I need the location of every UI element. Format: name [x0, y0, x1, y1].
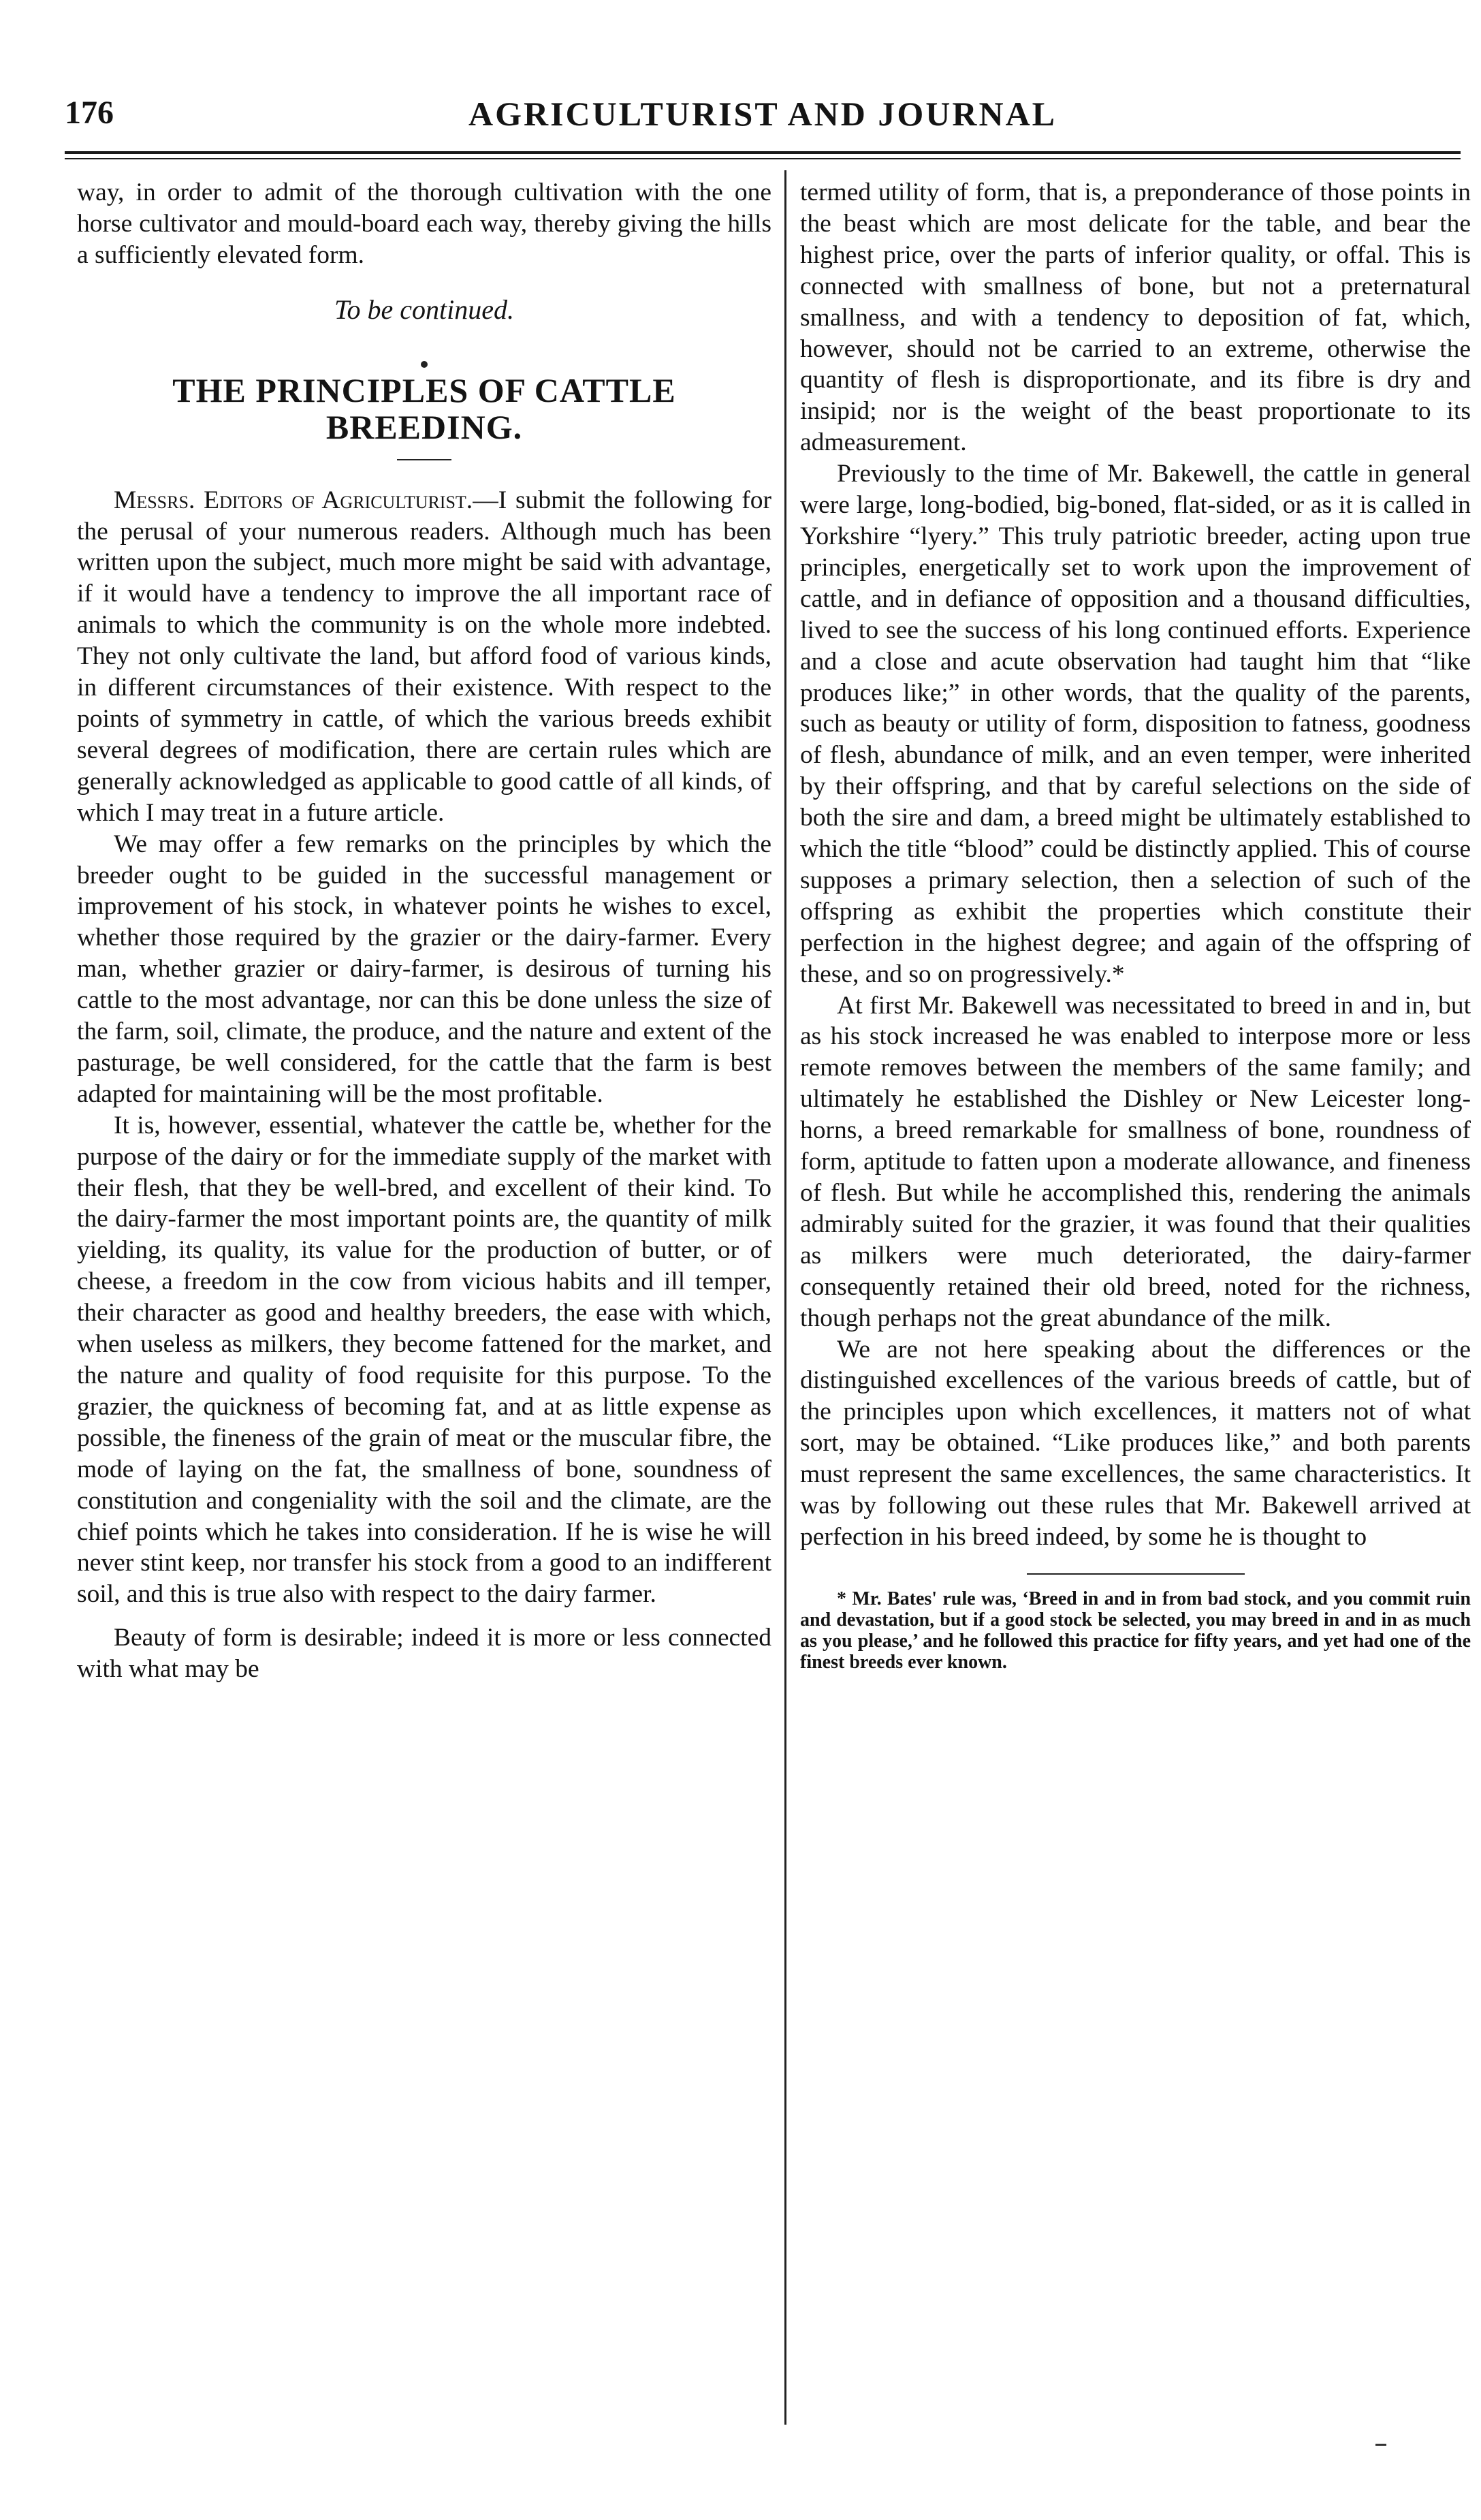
- continuation-paragraph: way, in order to admit of the thorough cultivation with the one horse cultivator and mould-board each way, thereby giving the hills a sufficiently elevated form.: [77, 178, 771, 269]
- paragraph-text: —I submit the following for the perusal of your numerous readers. Although much has been written upon the subject, much more might be said with advantage, if it would have a tendency to improve the all important race of animals to which the community is on the whole more indebted. They not only cultivate the land, but afford food of various kinds, in different circumstances of their existence. With respect to the points of symmetry in cattle, of which the various breeds exhibit several degrees of modification, there are certain rules which are generally acknowledged as applicable to good cattle of all kinds, of which I may treat in a future article.: [77, 486, 771, 827]
- right-column: [800, 177, 1471, 1673]
- running-title: AGRICULTURIST AND JOURNAL: [468, 95, 1057, 133]
- article-title: [77, 372, 771, 445]
- spacer: [77, 1610, 771, 1622]
- to-be-continued: To be continued.: [334, 294, 515, 325]
- title-rule: [397, 459, 451, 460]
- column-divider: [784, 170, 786, 2425]
- page-end-mark: [1375, 2444, 1386, 2446]
- page-number: 176: [65, 95, 114, 131]
- salutation: Messrs. Editors of Agriculturist.: [114, 486, 473, 514]
- article-title-line2: BREEDING.: [325, 407, 523, 446]
- header-rule: [65, 151, 1461, 154]
- paragraph: Previously to the time of Mr. Bakewell, the cattle in general were large, long-bodied, big-boned, flat-sided, or as it is called in Yorkshire “lyery.” This truly patriotic breeder, acting upon true principles, energetically set to work upon the improvement of cattle, and in defiance of opposition and a thousand difficulties, lived to see the success of his long continued efforts. Experience and a close and acute observation had taught him that “like produces like;” in other words, that the quality of the parents, such as beauty or utility of form, disposition to fatness, goodness of flesh, abundance of milk, and an even temper, were inherited by their offspring, and that by careful selections on the side of both the sire and dam, a breed might be ultimately established to which the title “blood” could be distinctly applied. This of course supposes a primary selection, then a selection of such of the offspring as exhibit the properties which constitute their perfection in the highest degree; and again of the offspring of these, and so on progressively.*: [800, 460, 1471, 988]
- paragraph: We are not here speaking about the differences or the distinguished excellences of the various breeds of cattle, but of the principles upon which excellences, it matters not of what sort, may be obtained. “Like produces like,” and both parents must represent the same excellences, the same characteristics. It was by following out these rules that Mr. Bakewell arrived at perfection in his breed indeed, by some he is thought to: [800, 1335, 1471, 1551]
- page-header: [65, 87, 1461, 142]
- article-title-line1: THE PRINCIPLES OF CATTLE: [172, 371, 676, 409]
- footnote: * Mr. Bates' rule was, ‘Breed in and in from bad stock, and you commit ruin and devastation, but if a good stock be selected, you may breed in and in as much as you please,’ and he followed this practice for fifty years, and yet had one of the finest breeds ever known.: [800, 1588, 1471, 1673]
- footnote-rule: [1027, 1573, 1245, 1575]
- left-column: [77, 177, 771, 1685]
- paragraph: termed utility of form, that is, a preponderance of those points in the beast which are most delicate for the table, and bear the highest price, over the parts of inferior quality, or offal. This is connected with smallness of bone, but not a preternatural smallness, and with a tendency to deposition of fat, which, however, should not be carried to an extreme, otherwise the quantity of flesh is disproportionate, and its fibre is dry and insipid; nor is the weight of the beast proportionate to its admeasurement.: [800, 178, 1471, 457]
- paragraph: It is, however, essential, whatever the cattle be, whether for the purpose of the dairy or for the immediate supply of the market with their flesh, that they be well-bred, and excellent of their kind. To the dairy-farmer the most important points are, the quantity of milk yielding, its quality, its value for the production of butter, or of cheese, a freedom in the cow from vicious habits and ill temper, their character as good and healthy breeders, the ease with which, when useless as milkers, they become fattened for the market, and the nature and quality of food requisite for this purpose. To the grazier, the quickness of becoming fat, and at as little expense as possible, the fineness of the grain of meat or the muscular fibre, the mode of laying on the fat, the smallness of bone, soundness of constitution and congeniality with the soil and the climate, are the chief points which he takes into consideration. If he is wise he will never stint keep, nor transfer his stock from a good to an indifferent soil, and this is true also with respect to the dairy farmer.: [77, 1111, 771, 1609]
- divider-dot: [421, 361, 428, 368]
- paragraph: We may offer a few remarks on the principles by which the breeder ought to be guided in the successful management or improvement of his stock, in whatever points he wishes to excel, whether those required by the grazier or the dairy-farmer. Every man, whether grazier or dairy-farmer, is desirous of turning his cattle to the most advantage, nor can this be done unless the size of the farm, soil, climate, the produce, and the nature and extent of the pasturage, be well considered, for the cattle that the farm is best adapted for maintaining will be the most profitable.: [77, 830, 771, 1108]
- paragraph: Beauty of form is desirable; indeed it is more or less connected with what may be: [77, 1624, 771, 1684]
- header-rule-thin: [65, 158, 1461, 159]
- section-divider: [77, 345, 771, 353]
- paragraph: [77, 485, 771, 829]
- paragraph: At first Mr. Bakewell was necessitated to breed in and in, but as his stock increased he was enabled to interpose more or less remote removes between the members of the same family; and ultimately he established the Dishley or New Leicester long-horns, a breed remarkable for smallness of bone, roundness of form, aptitude to fatten upon a moderate allowance, and fineness of flesh. But while he accomplished this, rendering the animals admirably suited for the grazier, it was found that their qualities as milkers were much deteriorated, the dairy-farmer consequently retained their old breed, noted for the richness, though perhaps not the great abundance of the milk.: [800, 991, 1471, 1332]
